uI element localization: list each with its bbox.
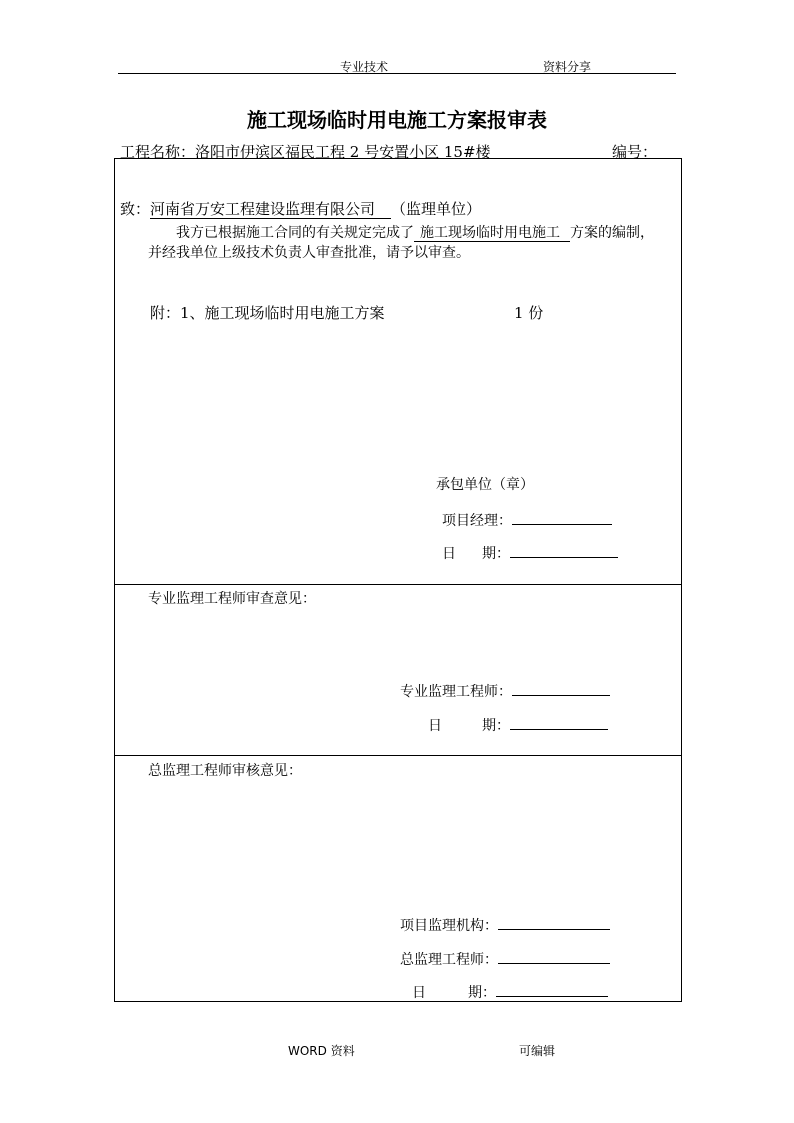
contractor-seal-label: 承包单位（章） — [436, 477, 534, 493]
table-top-border — [114, 158, 682, 159]
attachment-label: 附：1、施工现场临时用电施工方案 — [150, 304, 385, 322]
section2-date-row — [428, 715, 608, 735]
section1-date-row — [442, 543, 618, 563]
section2-heading: 专业监理工程师审查意见： — [148, 591, 316, 607]
supervising-engineer-signature-line[interactable] — [512, 681, 610, 696]
body-line-1-suffix: 方案的编制， — [570, 225, 654, 241]
body-line-2: 并经我单位上级技术负责人审查批准，请予以审查。 — [148, 245, 470, 261]
supervision-org-row — [400, 915, 610, 935]
section2-date-label-2: 期： — [482, 718, 510, 734]
section3-date-label-2: 期： — [468, 985, 496, 1001]
body-line-1 — [176, 222, 654, 242]
attachment-count: 1 份 — [514, 304, 544, 322]
project-number-label: 编号： — [612, 143, 658, 161]
addressee-suffix: （监理单位） — [391, 200, 482, 218]
footer-right-text: 可编辑 — [519, 1044, 556, 1058]
section1-date-label-2: 期： — [482, 546, 510, 562]
project-manager-signature-line[interactable] — [512, 510, 612, 525]
addressee-label: 致： — [120, 200, 151, 218]
table-right-border — [681, 158, 682, 1001]
supervising-engineer-label: 专业监理工程师： — [400, 684, 512, 700]
chief-engineer-label: 总监理工程师： — [400, 952, 498, 968]
section3-date-line[interactable] — [496, 982, 608, 997]
header-left-text: 专业技术 — [340, 60, 389, 74]
header-right-text: 资料分享 — [543, 60, 592, 74]
table-left-border — [114, 158, 115, 1001]
chief-engineer-signature-line[interactable] — [498, 949, 610, 964]
project-name-value: 洛阳市伊滨区福民工程 2 号安置小区 15#楼 — [195, 143, 491, 161]
section-divider-1 — [114, 584, 682, 585]
chief-engineer-row — [400, 949, 610, 969]
page-title: 施工现场临时用电施工方案报审表 — [247, 108, 547, 132]
section-divider-2 — [114, 755, 682, 756]
footer-left-text: WORD 资料 — [288, 1044, 355, 1058]
supervision-org-signature-line[interactable] — [498, 915, 610, 930]
section3-date-row — [412, 982, 608, 1002]
project-manager-row — [442, 510, 612, 530]
section2-date-line[interactable] — [510, 715, 608, 730]
body-line-1-prefix: 我方已根据施工合同的有关规定完成了 — [176, 225, 414, 241]
supervising-engineer-row — [400, 681, 610, 701]
section3-date-label-1: 日 — [412, 985, 426, 1001]
addressee-value: 河南省万安工程建设监理有限公司 — [150, 200, 391, 219]
section3-heading: 总监理工程师审核意见： — [148, 763, 302, 779]
project-manager-label: 项目经理： — [442, 513, 512, 529]
section2-date-label-1: 日 — [428, 718, 442, 734]
addressee-row — [120, 198, 481, 219]
section1-date-line[interactable] — [510, 543, 618, 558]
body-line-1-fill: 施工现场临时用电施工 — [414, 225, 570, 242]
project-name-label: 工程名称： — [120, 143, 196, 161]
supervision-org-label: 项目监理机构： — [400, 918, 498, 934]
section1-date-label-1: 日 — [442, 546, 456, 562]
header-rule — [118, 73, 676, 74]
